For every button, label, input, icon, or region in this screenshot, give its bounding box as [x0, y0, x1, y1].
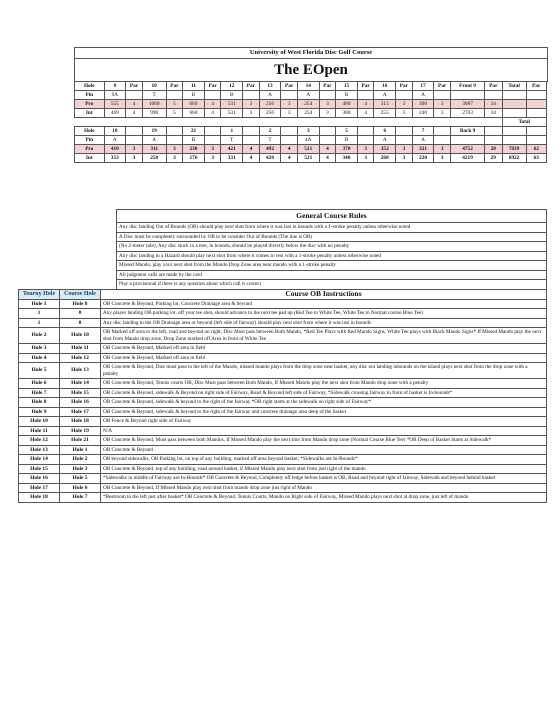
ob-instruction-cell: OB Concrete & Beyond, Must pass between both Mandos, If Missed Mando play the next shot from Mando drop zone (Normal Course Blue Tee) *OB Deep of Basket Starts at Sidewalk* — [101, 436, 547, 446]
back-pro-row — [75, 145, 547, 154]
back-int-row-cell: 4 — [319, 154, 336, 163]
back-hole-row-cell — [357, 127, 374, 136]
front-pro-row-cell: 4 — [126, 100, 143, 109]
back-int-row-cell: 3 — [204, 154, 221, 163]
back-hole-row-cell: Back 9 — [450, 127, 484, 136]
front-pin-row-cell — [485, 91, 502, 100]
back-hole-row-cell — [126, 127, 143, 136]
course-hole-cell: Hole 11 — [60, 344, 101, 354]
tourny-hole-cell: Hole 5 — [19, 363, 60, 379]
front-pin-row-cell: B — [336, 91, 358, 100]
front-hole-row-cell: Par — [204, 82, 221, 91]
front-hole-row-cell: 15 — [336, 82, 358, 91]
course-hole-cell: Hole 3 — [60, 464, 101, 474]
course-hole-cell: Hole 12 — [60, 353, 101, 363]
front-int-row — [75, 109, 547, 118]
front-pro-row-cell: Pro — [75, 100, 105, 109]
front-hole-row-cell: Par — [166, 82, 183, 91]
ob-instruction-cell: OB Concrete & Beyond, Tennis courts OB, Disc Must pass between Both Mando, If Missed Mando play the next shot from Mando drop zone with a penalty — [101, 379, 547, 389]
ob-instruction-cell: OB Concrete & Beyond, If Missed Mando play next shot from mando drop zone just right of Mando — [101, 483, 547, 493]
back-pro-row-cell: 3 — [166, 145, 183, 154]
tourny-hole-cell: Hole 3 — [19, 344, 60, 354]
ob-row — [19, 493, 547, 503]
back-pro-row-cell: 4752 — [450, 145, 484, 154]
back-hole-row-cell — [526, 127, 546, 136]
front-hole-row-cell: 17 — [412, 82, 434, 91]
back-int-row-cell: 220 — [412, 154, 434, 163]
front-pin-row-cell — [357, 91, 374, 100]
front-hole-row-cell: 8 — [104, 82, 126, 91]
back-hole-row-cell — [319, 127, 336, 136]
course-hole-cell: Hole 2 — [60, 455, 101, 465]
back-pro-row-cell: 230 — [183, 145, 205, 154]
back-pin-row-cell — [434, 136, 451, 145]
ob-instruction-cell: OB Concrete & Beyond — [101, 445, 547, 455]
back-int-row-cell: 3 — [396, 154, 413, 163]
back-hole-row-cell — [166, 127, 183, 136]
front-int-row-cell: 3 — [243, 109, 260, 118]
back-int-row-cell: 63 — [526, 154, 546, 163]
front-hole-row-cell: 13 — [259, 82, 281, 91]
rule-item: All judgment calls are made by the card — [117, 270, 547, 280]
front-pro-row-cell — [502, 100, 526, 109]
front-hole-row-cell: Par — [243, 82, 260, 91]
course-hole-cell: Hole 17 — [60, 407, 101, 417]
general-rules-table — [116, 209, 547, 290]
front-pin-row-cell — [434, 91, 451, 100]
front-hole-row-cell: Par — [526, 82, 546, 91]
front-int-row-cell: 4 — [204, 109, 221, 118]
ob-row — [19, 464, 547, 474]
front-pro-row-cell: 3 — [319, 100, 336, 109]
back-hole-row-cell — [204, 127, 221, 136]
back-int-row-cell: 4219 — [450, 154, 484, 163]
ob-row — [19, 455, 547, 465]
ob-row — [19, 309, 547, 319]
back-pin-row-cell: B — [336, 136, 358, 145]
back-pro-row-cell: 521 — [297, 145, 319, 154]
front-hole-row-cell: 16 — [374, 82, 396, 91]
front-pin-row-cell — [526, 91, 546, 100]
tourny-hole-cell: Hole 11 — [19, 426, 60, 436]
front-pin-row-cell: A — [374, 91, 396, 100]
ob-row — [19, 417, 547, 427]
tourny-hole-cell: Hole 14 — [19, 455, 60, 465]
front-hole-row-cell: Par — [434, 82, 451, 91]
front-hole-row — [75, 82, 547, 91]
back-int-row-cell: 331 — [221, 154, 243, 163]
score-table — [74, 81, 547, 163]
ob-row — [19, 328, 547, 344]
front-pro-row-cell: 300 — [412, 100, 434, 109]
front-hole-row-cell: Front 9 — [450, 82, 484, 91]
course-hole-cell: Hole 15 — [60, 388, 101, 398]
rule-item: Any disc landing in a Hazard should play next shot from where it comes to rest with a 1-stroke penalty unless otherwise noted — [117, 251, 547, 261]
rule-item: (No 2-meter rule), Any disc stuck in a tree, in bounds, should be played directly below the disc with no penalty — [117, 242, 547, 252]
front-pro-row-cell: 4 — [204, 100, 221, 109]
tourny-hole-cell: Hole 6 — [19, 379, 60, 389]
ob-row — [19, 407, 547, 417]
course-hole-cell: Hole 18 — [60, 417, 101, 427]
back-pin-row-cell: A — [374, 136, 396, 145]
front-int-row-cell: Int — [75, 109, 105, 118]
front-hole-row-cell: Par — [357, 82, 374, 91]
front-int-row-cell: 380 — [336, 109, 358, 118]
back-hole-row-cell — [396, 127, 413, 136]
front-int-row-cell: 660 — [183, 109, 205, 118]
back-pro-row-cell: 321 — [412, 145, 434, 154]
front-int-row-cell: 256 — [259, 109, 281, 118]
front-hole-row-cell: Par — [396, 82, 413, 91]
ob-instruction-cell: OB Concrete & Beyond, Marked off area in field — [101, 353, 547, 363]
back-int-row-cell: 420 — [259, 154, 281, 163]
front-hole-row-cell: Total — [502, 82, 526, 91]
ob-row — [19, 436, 547, 446]
back-pin-row-cell: A — [104, 136, 126, 145]
front-hole-row-cell: 11 — [183, 82, 205, 91]
back-pin-row-cell: B — [183, 136, 205, 145]
back-pin-row-cell: A — [412, 136, 434, 145]
tourny-hole-cell: Hole 17 — [19, 483, 60, 493]
tourny-hole-cell: Hole 9 — [19, 407, 60, 417]
tourny-hole-cell: 1 — [19, 318, 60, 328]
back-hole-row-cell — [243, 127, 260, 136]
back-pro-row-cell: 3 — [434, 145, 451, 154]
tourny-hole-cell: Hole 12 — [19, 436, 60, 446]
ob-row — [19, 483, 547, 493]
university-name: University of West Florida Disc Golf Course — [75, 48, 547, 59]
back-pro-row-cell: 3 — [204, 145, 221, 154]
front-pin-row-cell — [281, 91, 298, 100]
front-int-row-cell: 531 — [221, 109, 243, 118]
front-pro-row-cell: 3 — [434, 100, 451, 109]
ob-instruction-cell: OB Marked off area to the left, road and beyond on right, Disc Must pass between Both Mando, *Red Tee Plays with Red Mando Signs, White Tee plays with Black Mando Signs* If Missed Mando play the next shot from Mando drop zone, Drop Zone marked off Area in front of White Tee — [101, 328, 547, 344]
rule-item: Play a provisional if there is any question about which call is correct — [117, 280, 547, 290]
back-int-row-cell: 3 — [166, 154, 183, 163]
back-int-row-cell: 258 — [142, 154, 166, 163]
back-int-row-cell: 3 — [357, 154, 374, 163]
back-pin-row — [75, 136, 547, 145]
ob-instruction-cell: N/A — [101, 426, 547, 436]
rule-item: Missed Mando, play your next shot from the Mando Drop Zone area near mando with a 1-stroke penalty — [117, 261, 547, 271]
tourny-hole-cell: Hole 2 — [19, 328, 60, 344]
course-hole-cell: Hole 16 — [60, 398, 101, 408]
back-hole-row-cell: Hole — [75, 127, 105, 136]
front-pin-row-cell — [396, 91, 413, 100]
front-int-row-cell: 4 — [357, 109, 374, 118]
back-pin-row-cell — [450, 136, 484, 145]
front-int-row-cell: 240 — [412, 109, 434, 118]
ob-instruction-cell: *Sidewalks in middle of Fairway are In-Bounds* OB Concrete & Beyond, Completely off ledge before basket is OB, Road and beyond right of fairway, Sidewalk and beyond behind basket — [101, 474, 547, 484]
front-pin-row-cell — [243, 91, 260, 100]
back-pro-row-cell: 3 — [357, 145, 374, 154]
front-pro-row-cell — [526, 100, 546, 109]
course-hole-cell: Hole 13 — [60, 363, 101, 379]
ob-instruction-cell: OB Concrete & Beyond, sidewalk & beyond to the right of the fairway *OB right starts at the sidewalk on right side of Fairway* — [101, 398, 547, 408]
ob-row — [19, 379, 547, 389]
tourny-hole-cell: Hole 13 — [19, 445, 60, 455]
back-int-row-cell: Int — [75, 154, 105, 163]
front-hole-row-cell: Par — [319, 82, 336, 91]
back-hole-row-cell: 18 — [104, 127, 126, 136]
back-hole-row-cell — [502, 127, 526, 136]
front-int-row-cell: 5 — [166, 109, 183, 118]
front-pro-row-cell: 254 — [297, 100, 319, 109]
course-hole-cell: Hole 21 — [60, 436, 101, 446]
front-pin-row-cell: A — [259, 91, 281, 100]
front-hole-row-cell: Par — [485, 82, 502, 91]
front-pin-row-cell: Pin — [75, 91, 105, 100]
front-int-row-cell: 4 — [126, 109, 143, 118]
back-pro-row-cell: 4 — [319, 145, 336, 154]
back-hole-row-cell: 1 — [221, 127, 243, 136]
tourny-hole-cell: 1 — [19, 309, 60, 319]
back-hole-row-cell: 7 — [412, 127, 434, 136]
back-pin-row-cell: T — [221, 136, 243, 145]
front-hole-row-cell: 12 — [221, 82, 243, 91]
ob-instruction-cell: OB Concrete & Beyond, sidewalk & beyond to the right of the fairway and concrete drainage area deep of the basket — [101, 407, 547, 417]
front-int-row-cell: 34 — [485, 109, 502, 118]
back-hole-row-cell: 5 — [336, 127, 358, 136]
ob-instruction-cell: Any player landing OB parking lot, off your tee shot, should advance to the next tee pad up (Red Tee to White Tee, White Tee to Normal course Blue Tee) — [101, 309, 547, 319]
ob-heading: Course OB Instructions — [101, 290, 547, 300]
tourny-hole-cell: Hole 1 — [19, 299, 60, 309]
back-int-row-cell: 3 — [126, 154, 143, 163]
rules-heading: General Course Rules — [117, 210, 547, 223]
front-pin-row-cell — [450, 91, 484, 100]
front-pro-row-cell: 315 — [374, 100, 396, 109]
course-hole-cell: Hole 5 — [60, 474, 101, 484]
back-pro-row-cell: 62 — [526, 145, 546, 154]
front-pin-row-cell — [502, 91, 526, 100]
tourny-hole-cell: Hole 15 — [19, 464, 60, 474]
front-pro-row-cell: 480 — [336, 100, 358, 109]
course-hole-cell: Hole 1 — [60, 445, 101, 455]
back-int-row-cell: 268 — [374, 154, 396, 163]
back-hole-row-cell: 3 — [297, 127, 319, 136]
front-pro-row-cell: 660 — [183, 100, 205, 109]
back-pin-row-cell — [126, 136, 143, 145]
card-header — [74, 47, 548, 82]
back-pin-row-cell — [396, 136, 413, 145]
course-hole-cell: 8 — [60, 309, 101, 319]
course-hole-header: Course Hole — [60, 290, 101, 300]
ob-instruction-cell: OB Concrete & Beyond, sidewalk & Beyond on right side of Fairway, Road & Beyond left side of Fairway, *Sidewalk crossing fairway in front of basket is In-bounds* — [101, 388, 547, 398]
back-int-row-cell: 4 — [243, 154, 260, 163]
back-hole-row-cell: 21 — [183, 127, 205, 136]
back-pro-row-cell: 492 — [259, 145, 281, 154]
front-pin-row-cell: 9A — [104, 91, 126, 100]
ob-instruction-cell: OB Concrete & Beyond, Parking lot, Concrete Drainage area & beyond — [101, 299, 547, 309]
front-pin-row — [75, 91, 547, 100]
front-int-row-cell — [526, 109, 546, 118]
front-pin-row-cell — [204, 91, 221, 100]
back-hole-row-cell — [434, 127, 451, 136]
front-pin-row-cell: T — [142, 91, 166, 100]
back-pro-row-cell: 7839 — [502, 145, 526, 154]
back-pin-row-cell: T — [259, 136, 281, 145]
front-int-row-cell: 254 — [297, 109, 319, 118]
ob-row — [19, 388, 547, 398]
front-pin-row-cell — [126, 91, 143, 100]
ob-instruction-cell: OB Concrete & Beyond, Marked off area in field — [101, 344, 547, 354]
back-hole-row-cell: 2 — [259, 127, 281, 136]
back-hole-row-cell — [485, 127, 502, 136]
ob-row — [19, 398, 547, 408]
back-pro-row-cell: Pro — [75, 145, 105, 154]
front-pin-row-cell: A — [297, 91, 319, 100]
ob-row — [19, 445, 547, 455]
back-hole-row — [75, 127, 547, 136]
front-pro-row-cell: 555 — [104, 100, 126, 109]
back-int-row-cell: 353 — [104, 154, 126, 163]
back-pin-row-cell: A — [142, 136, 166, 145]
rule-item: Any disc landing Out of Bounds (OB) should play next shot from where it was last in bounds with a 1-stroke penalty unless otherwise noted — [117, 223, 547, 233]
back-pin-row-cell — [243, 136, 260, 145]
front-pro-row-cell: 256 — [259, 100, 281, 109]
course-hole-cell: 8 — [60, 318, 101, 328]
front-int-row-cell: 469 — [104, 109, 126, 118]
back-int-row — [75, 154, 547, 163]
back-hole-row-cell — [281, 127, 298, 136]
front-int-row-cell: 3 — [319, 109, 336, 118]
back-int-row-cell: 3 — [434, 154, 451, 163]
ob-row — [19, 363, 547, 379]
back-pin-row-cell: 4A — [297, 136, 319, 145]
course-hole-cell: Hole 8 — [60, 299, 101, 309]
front-pro-row-cell: 3 — [281, 100, 298, 109]
back-pin-row-cell — [319, 136, 336, 145]
back-pro-row-cell: 370 — [336, 145, 358, 154]
back-pro-row-cell: 3 — [126, 145, 143, 154]
front-pro-row-cell: 531 — [221, 100, 243, 109]
tourny-hole-header: Tourny Hole — [19, 290, 60, 300]
ob-instruction-cell: OB Concrete & Beyond, Disc must pass to the left of the Mando, missed mando plays from the drop zone near basket, any disc not landing inbounds on the island plays next shot from the drop zone with a penalty — [101, 363, 547, 379]
back-pro-row-cell: 311 — [142, 145, 166, 154]
back-pin-row-cell — [526, 136, 546, 145]
back-int-row-cell: 176 — [183, 154, 205, 163]
event-title: The EOpen — [274, 62, 348, 78]
ob-instructions-table — [18, 289, 547, 503]
front-pin-row-cell: B — [221, 91, 243, 100]
back-pro-row-cell: 410 — [104, 145, 126, 154]
front-pro-row — [75, 100, 547, 109]
back-pro-row-cell: 352 — [374, 145, 396, 154]
back-int-row-cell: 521 — [297, 154, 319, 163]
ob-instruction-cell: OB Concrete & Beyond, top of any building, road around basket, if Missed Mando play next shot from just right of the mando — [101, 464, 547, 474]
tourny-hole-cell: Hole 18 — [19, 493, 60, 503]
back-int-row-cell: 29 — [485, 154, 502, 163]
front-pin-row-cell — [166, 91, 183, 100]
tourny-hole-cell: Hole 7 — [19, 388, 60, 398]
back-pro-row-cell: 28 — [485, 145, 502, 154]
back-hole-row-cell: 6 — [374, 127, 396, 136]
back-hole-row-cell: 19 — [142, 127, 166, 136]
front-int-row-cell: 3 — [434, 109, 451, 118]
front-int-row-cell: 3 — [396, 109, 413, 118]
total-label-row — [75, 118, 547, 127]
back-int-row-cell: 4 — [281, 154, 298, 163]
front-int-row-cell: 3 — [281, 109, 298, 118]
ob-instruction-cell: OB beyond sidewalks, OB Parking lot, on top of any building, marked off area beyond basket, *Sidewalks are In-Bounds* — [101, 455, 547, 465]
front-pro-row-cell: 4 — [357, 100, 374, 109]
front-pin-row-cell — [319, 91, 336, 100]
ob-row — [19, 474, 547, 484]
front-int-row-cell: 990 — [142, 109, 166, 118]
front-int-row-cell — [502, 109, 526, 118]
front-pin-row-cell: B — [183, 91, 205, 100]
ob-row — [19, 353, 547, 363]
tourny-hole-cell: Hole 8 — [19, 398, 60, 408]
ob-row — [19, 299, 547, 309]
back-pin-row-cell — [357, 136, 374, 145]
front-pro-row-cell: 3087 — [450, 100, 484, 109]
front-hole-row-cell: Par — [281, 82, 298, 91]
ob-row — [19, 426, 547, 436]
tourny-hole-cell: Hole 10 — [19, 417, 60, 427]
total-label: Total — [502, 118, 547, 127]
front-hole-row-cell: 10 — [142, 82, 166, 91]
back-pro-row-cell: 4 — [243, 145, 260, 154]
course-hole-cell: Hole 6 — [60, 483, 101, 493]
front-pro-row-cell: 3 — [243, 100, 260, 109]
back-pro-row-cell: 421 — [221, 145, 243, 154]
course-hole-cell: Hole 19 — [60, 426, 101, 436]
ob-row — [19, 344, 547, 354]
front-pin-row-cell: A — [412, 91, 434, 100]
front-hole-row-cell: Hole — [75, 82, 105, 91]
course-hole-cell: Hole 10 — [60, 328, 101, 344]
front-pro-row-cell: 1060 — [142, 100, 166, 109]
back-pro-row-cell: 3 — [396, 145, 413, 154]
front-pro-row-cell: 34 — [485, 100, 502, 109]
course-hole-cell: Hole 7 — [60, 493, 101, 503]
back-pro-row-cell: 4 — [281, 145, 298, 154]
ob-instruction-cell: *Restroom to the left just after basket* OB Concrete & Beyond, Tennis Courts, Mando on Right side of Fairway, Missed Mando plays next shot at drop zone, just left of mando — [101, 493, 547, 503]
front-pro-row-cell: 3 — [396, 100, 413, 109]
rule-item: A Disc must be completely surrounded by OB to be consider Out of Bounds (The line is OB) — [117, 232, 547, 242]
front-hole-row-cell: 14 — [297, 82, 319, 91]
tourny-hole-cell: Hole 4 — [19, 353, 60, 363]
front-pro-row-cell: 5 — [166, 100, 183, 109]
back-pin-row-cell: Pin — [75, 136, 105, 145]
ob-instruction-cell: Any disc landing in the OB Drainage area or beyond (left side of fairway) should play next shot from where it was last in bounds — [101, 318, 547, 328]
ob-instruction-cell: OB Fence & Beyond right side of Fairway — [101, 417, 547, 427]
back-int-row-cell: 340 — [336, 154, 358, 163]
back-pin-row-cell — [281, 136, 298, 145]
course-hole-cell: Hole 14 — [60, 379, 101, 389]
front-int-row-cell: 2703 — [450, 109, 484, 118]
back-pin-row-cell — [502, 136, 526, 145]
ob-row — [19, 318, 547, 328]
back-int-row-cell: 6922 — [502, 154, 526, 163]
back-pin-row-cell — [166, 136, 183, 145]
front-hole-row-cell: Par — [126, 82, 143, 91]
tourny-hole-cell: Hole 16 — [19, 474, 60, 484]
front-int-row-cell: 255 — [374, 109, 396, 118]
back-pin-row-cell — [204, 136, 221, 145]
back-pin-row-cell — [485, 136, 502, 145]
